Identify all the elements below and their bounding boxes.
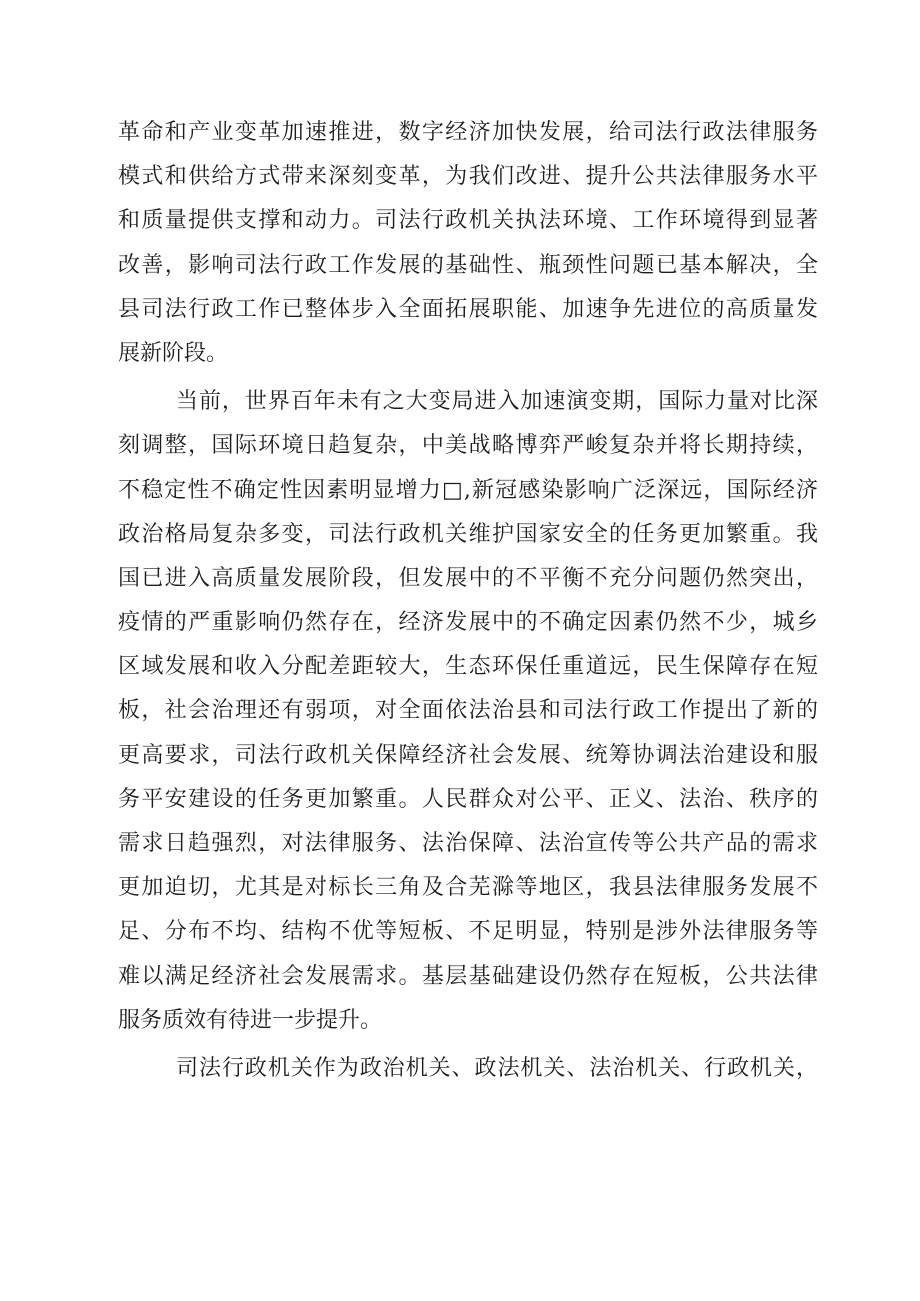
text-line: 更高要求，司法行政机关保障经济社会发展、统筹协调法治建设和服 <box>118 742 818 768</box>
text-line: 板，社会治理还有弱项，对全面依法治县和司法行政工作提出了新的 <box>118 698 818 724</box>
paragraph-1 <box>118 111 818 376</box>
text-line: 刻调整，国际环境日趋复杂，中美战略博弈严峻复杂并将长期持续， <box>118 433 818 459</box>
text-line: 司法行政机关作为政治机关、政法机关、法治机关、行政机关， <box>176 1055 818 1081</box>
text-line: 务平安建设的任务更加繁重。人民群众对公平、正义、法治、秩序的 <box>118 786 818 812</box>
text-line: 服务质效有待进一步提升。 <box>118 1007 383 1033</box>
text-line: 国已进入高质量发展阶段，但发展中的不平衡不充分问题仍然突出， <box>118 565 818 591</box>
text-line: 县司法行政工作已整体步入全面拓展职能、加速争先进位的高质量发 <box>118 296 818 322</box>
text-line: 不稳定性不确定性因素明显增力□,新冠感染影响广泛深远，国际经济 <box>118 477 818 503</box>
text-line: 区域发展和收入分配差距较大，生态环保任重道远，民生保障存在短 <box>118 654 818 680</box>
paragraph-2 <box>118 380 818 1043</box>
text-line: 当前，世界百年未有之大变局进入加速演变期，国际力量对比深 <box>176 389 818 415</box>
text-line: 政治格局复杂多变，司法行政机关维护国家安全的任务更加繁重。我 <box>118 521 818 547</box>
text-line: 难以满足经济社会发展需求。基层基础建设仍然存在短板，公共法律 <box>118 963 818 989</box>
document-body <box>118 111 818 1091</box>
text-line: 改善，影响司法行政工作发展的基础性、瓶颈性问题已基本解决，全 <box>118 252 818 278</box>
text-line: 展新阶段。 <box>118 340 229 366</box>
text-line: 需求日趋强烈，对法律服务、法治保障、法治宣传等公共产品的需求 <box>118 831 818 856</box>
text-line: 革命和产业变革加速推进，数字经济加快发展，给司法行政法律服务 <box>118 120 818 145</box>
text-line: 足、分布不均、结构不优等短板、不足明显，特别是涉外法律服务等 <box>118 919 818 945</box>
text-line: 更加迫切，尤其是对标长三角及合芜滁等地区，我县法律服务发展不 <box>118 875 818 901</box>
text-line: 和质量提供支撑和动力。司法行政机关执法环境、工作环境得到显著 <box>118 208 818 234</box>
text-line: 模式和供给方式带来深刻变革，为我们改进、提升公共法律服务水平 <box>118 164 818 190</box>
paragraph-3 <box>118 1047 818 1091</box>
text-line: 疫情的严重影响仍然存在，经济发展中的不确定因素仍然不少，城乡 <box>118 610 818 636</box>
